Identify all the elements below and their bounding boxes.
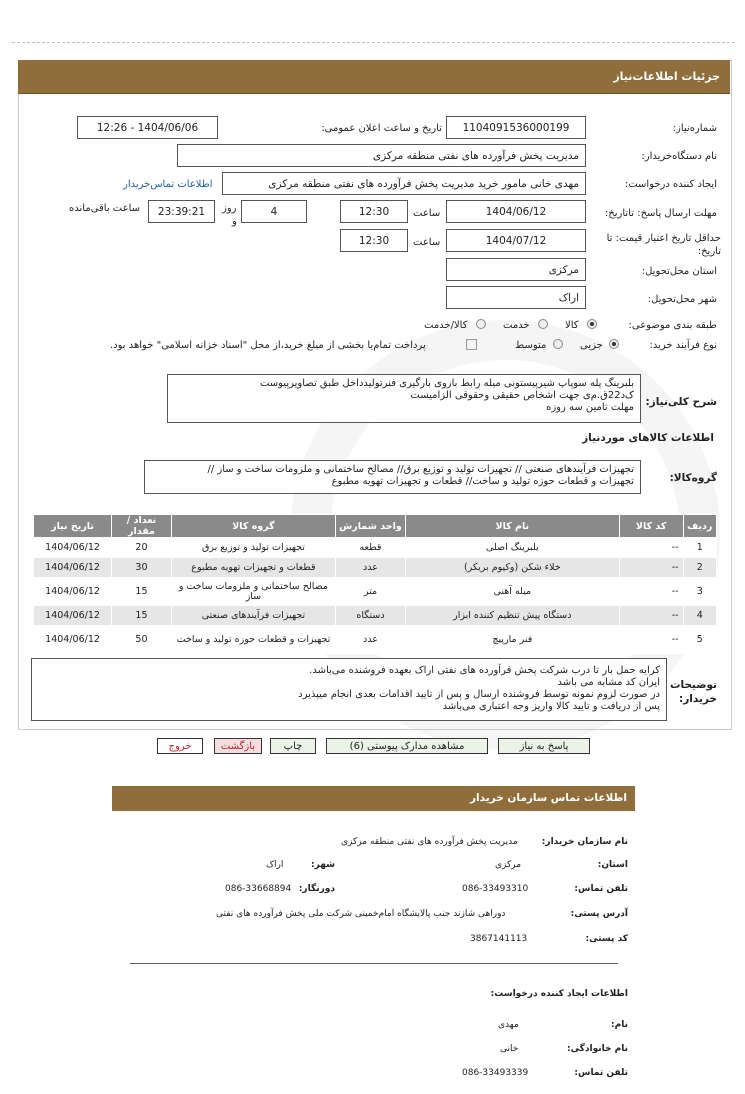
cell-code: -- xyxy=(619,578,683,606)
table-row xyxy=(34,558,717,578)
col-date: تاریخ نیاز xyxy=(34,515,112,538)
process-medium-radio[interactable] xyxy=(553,339,563,349)
notes-line: ایران کد مشابه می باشد xyxy=(557,677,660,688)
cell-group: تجهیزات تولید و توزیع برق xyxy=(171,538,335,558)
keywords-line: بلبرینگ پله سوپاپ شیرپیستونی میله رابط بازوی بارگیری فنرتولیدداخل طبق تصاویرپیوست xyxy=(259,378,634,389)
contact-title: اطلاعات تماس سازمان خریدار xyxy=(470,792,627,804)
contact-city-value: اراک xyxy=(266,860,284,870)
notes-line: پس از دریافت و تایید کالا واریز وجه اعتباری می‌باشد xyxy=(442,701,660,712)
notes-label: توضیحات خریدار: xyxy=(669,679,717,705)
creator-phone-value: 086-33493339 xyxy=(462,1068,529,1078)
cell-qty: 30 xyxy=(112,558,172,578)
table-header-row xyxy=(34,515,717,538)
deadline-time-field: 12:30 xyxy=(340,200,408,223)
contact-address-value: دوراهی شازند جنب پالایشگاه امام‌خمینی شرکت ملی پخش فرآورده های نفتی xyxy=(216,909,506,919)
deadline-time-word: ساعت xyxy=(413,208,441,219)
contact-phone-label: تلفن تماس: xyxy=(574,884,628,894)
back-button[interactable]: بازگشت xyxy=(214,738,262,754)
buyer-org-label: نام دستگاه‌خریدار: xyxy=(641,151,717,162)
city-field: اراک xyxy=(446,286,586,309)
table-row xyxy=(34,626,717,654)
contact-postal-value: 3867141113 xyxy=(470,934,528,944)
table-row xyxy=(34,606,717,626)
cell-code: -- xyxy=(619,626,683,654)
cell-code: -- xyxy=(619,538,683,558)
col-idx: ردیف xyxy=(683,515,716,538)
details-header xyxy=(18,60,730,94)
cell-qty: 20 xyxy=(112,538,172,558)
need-number-label: شماره‌نیاز: xyxy=(672,123,717,134)
validity-date-field: 1404/07/12 xyxy=(446,229,586,252)
and-word: و xyxy=(232,216,237,227)
cell-unit: قطعه xyxy=(336,538,406,558)
cell-idx: 5 xyxy=(683,626,716,654)
cell-date: 1404/06/12 xyxy=(34,538,112,558)
process-minor-label: جزیی xyxy=(580,340,603,351)
items-table xyxy=(33,514,717,654)
cell-name: فنر مارپیچ xyxy=(405,626,619,654)
cell-idx: 4 xyxy=(683,606,716,626)
contact-province-label: استان: xyxy=(597,860,628,870)
groups-box xyxy=(144,460,641,494)
process-medium-label: متوسط xyxy=(515,340,547,351)
col-qty: تعداد / مقدار xyxy=(112,515,172,538)
cell-date: 1404/06/12 xyxy=(34,558,112,578)
creator-family-label: نام خانوادگی: xyxy=(566,1044,628,1054)
cell-unit: عدد xyxy=(336,558,406,578)
cell-idx: 2 xyxy=(683,558,716,578)
keywords-label: شرح کلی‌نیاز: xyxy=(645,396,717,408)
contact-province-value: مرکزی xyxy=(495,860,522,870)
reply-button[interactable]: پاسخ به نیاز xyxy=(498,738,590,754)
category-both-radio[interactable] xyxy=(476,319,486,329)
contact-org-label: نام سازمان خریدار: xyxy=(541,837,628,847)
cell-group: تجهیزات فرآیندهای صنعتی xyxy=(171,606,335,626)
cell-qty: 50 xyxy=(112,626,172,654)
validity-time-field: 12:30 xyxy=(340,229,408,252)
col-name: نام کالا xyxy=(405,515,619,538)
top-divider xyxy=(12,42,735,43)
process-minor-radio[interactable] xyxy=(609,339,619,349)
category-both-label: کالا/خدمت xyxy=(424,320,468,331)
category-service-label: خدمت xyxy=(503,320,530,331)
cell-date: 1404/06/12 xyxy=(34,626,112,654)
exit-button[interactable]: خروج xyxy=(157,738,203,754)
creator-name-value: مهدی xyxy=(498,1020,519,1030)
category-goods-label: کالا xyxy=(565,320,579,331)
city-label: شهر محل‌تحویل: xyxy=(647,294,717,305)
province-label: استان محل‌تحویل: xyxy=(641,266,717,277)
keywords-line: مهلت تامین سه روزه xyxy=(546,402,634,413)
contact-org-value: مدیریت پخش فرآورده های نفتی منطقه مرکزی xyxy=(341,837,518,847)
cell-code: -- xyxy=(619,558,683,578)
days-field: 4 xyxy=(241,200,307,223)
cell-code: -- xyxy=(619,606,683,626)
remaining-label: ساعت باقی‌مانده xyxy=(69,203,141,214)
deadline-date-field: 1404/06/12 xyxy=(446,200,586,223)
process-label: نوع فرآیند خرید: xyxy=(649,340,717,351)
cell-group: مصالح ساختمانی و ملزومات ساخت و ساز xyxy=(171,578,335,606)
cell-group: تجهیزات و قطعات حوزه تولید و ساخت xyxy=(171,626,335,654)
details-title: جزئیات اطلاعات‌نیاز xyxy=(613,70,720,83)
announce-field: 1404/06/06 - 12:26 xyxy=(77,116,218,139)
col-code: کد کالا xyxy=(619,515,683,538)
groups-label: گروه‌کالا: xyxy=(669,472,717,484)
announce-label: تاریخ و ساعت اعلان عمومی: xyxy=(321,123,442,134)
col-unit: واحد شمارش xyxy=(336,515,406,538)
cell-unit: متر xyxy=(336,578,406,606)
cell-unit: عدد xyxy=(336,626,406,654)
treasury-checkbox[interactable] xyxy=(466,339,477,350)
category-label: طبقه بندی موضوعی: xyxy=(628,320,717,331)
contact-city-label: شهر: xyxy=(311,860,335,870)
creator-label: ایجاد کننده درخواست: xyxy=(624,179,717,190)
contact-fax-label: دورنگار: xyxy=(298,884,335,894)
notes-line: کرایه حمل بار تا درب شرکت پخش فرآورده های نفتی اراک بعهده فروشنده می‌باشد. xyxy=(309,665,660,676)
contact-divider xyxy=(130,963,618,964)
contact-phone-value: 086-33493310 xyxy=(462,884,529,894)
cell-qty: 15 xyxy=(112,578,172,606)
creator-info-title: اطلاعات ایجاد کننده درخواست: xyxy=(490,989,628,999)
notes-line: در صورت لزوم نمونه توسط فروشنده ارسال و پس از تایید اقدامات بعدی انجام میپذیرد xyxy=(298,689,660,700)
contact-header xyxy=(112,786,635,811)
creator-name-label: نام: xyxy=(611,1020,628,1030)
cell-unit: دستگاه xyxy=(336,606,406,626)
category-goods-radio[interactable] xyxy=(587,319,597,329)
province-field: مرکزی xyxy=(446,258,586,281)
contact-address-label: آدرس پستی: xyxy=(570,909,628,919)
cell-date: 1404/06/12 xyxy=(34,578,112,606)
contact-fax-value: 086-33668894 xyxy=(225,884,292,894)
validity-label: حداقل تاریخ اعتبار قیمت: تا تاریخ: xyxy=(606,233,721,257)
deadline-label: مهلت ارسال پاسخ: تاتاریخ: xyxy=(604,208,717,219)
cell-name: بلبرینگ اصلی xyxy=(405,538,619,558)
keywords-line: ک‌د22ق.م‌ی جهت اشخاص حقیقی وحقوقی الزامیست xyxy=(410,390,634,401)
print-button[interactable]: چاپ xyxy=(270,738,316,754)
groups-line: تجهیزات فرآیندهای صنعتی // تجهیزات تولید و توزیع برق// مصالح ساختمانی و ملزومات ساخت و ساز // xyxy=(207,464,634,475)
remaining-time-field: 23:39:21 xyxy=(148,200,215,223)
contact-postal-label: کد پستی: xyxy=(585,934,628,944)
category-service-radio[interactable] xyxy=(538,319,548,329)
cell-idx: 1 xyxy=(683,538,716,558)
notes-box xyxy=(31,658,667,721)
creator-family-value: خانی xyxy=(500,1044,519,1054)
cell-name: دستگاه پیش تنظیم کننده ابزار xyxy=(405,606,619,626)
days-word: روز xyxy=(222,203,237,214)
table-row xyxy=(34,578,717,606)
col-group: گروه کالا xyxy=(171,515,335,538)
goods-info-title: اطلاعات کالاهای موردنیاز xyxy=(582,432,714,444)
buyer-contact-link[interactable]: اطلاعات تماس‌خریدار xyxy=(123,179,213,190)
buyer-org-field: مدیریت پخش فرآورده های نفتی منطقه مرکزی xyxy=(177,144,586,167)
cell-name: خلاء شکن (وکیوم بریکر) xyxy=(405,558,619,578)
cell-name: میله آهنی xyxy=(405,578,619,606)
creator-field: مهدی خانی مامور خرید مدیریت پخش فرآورده های نفتی منطقه مرکزی xyxy=(222,172,586,195)
keywords-box xyxy=(167,374,641,423)
groups-line: تجهیزات و قطعات حوزه تولید و ساخت// قطعات و تجهیزات تهویه مطبوع xyxy=(331,476,634,487)
cell-qty: 15 xyxy=(112,606,172,626)
cell-date: 1404/06/12 xyxy=(34,606,112,626)
cell-group: قطعات و تجهیزات تهویه مطبوع xyxy=(171,558,335,578)
validity-time-word: ساعت xyxy=(413,237,441,248)
cell-idx: 3 xyxy=(683,578,716,606)
attachments-button[interactable]: مشاهده مدارک پیوستی (6) xyxy=(326,738,488,754)
table-row xyxy=(34,538,717,558)
payment-note: پرداخت تمام‌یا بخشی از مبلغ خرید،از محل "اسناد خزانه اسلامی" خواهد بود. xyxy=(110,340,426,351)
creator-phone-label: تلفن تماس: xyxy=(574,1068,628,1078)
need-number-field: 1104091536000199 xyxy=(446,116,586,139)
